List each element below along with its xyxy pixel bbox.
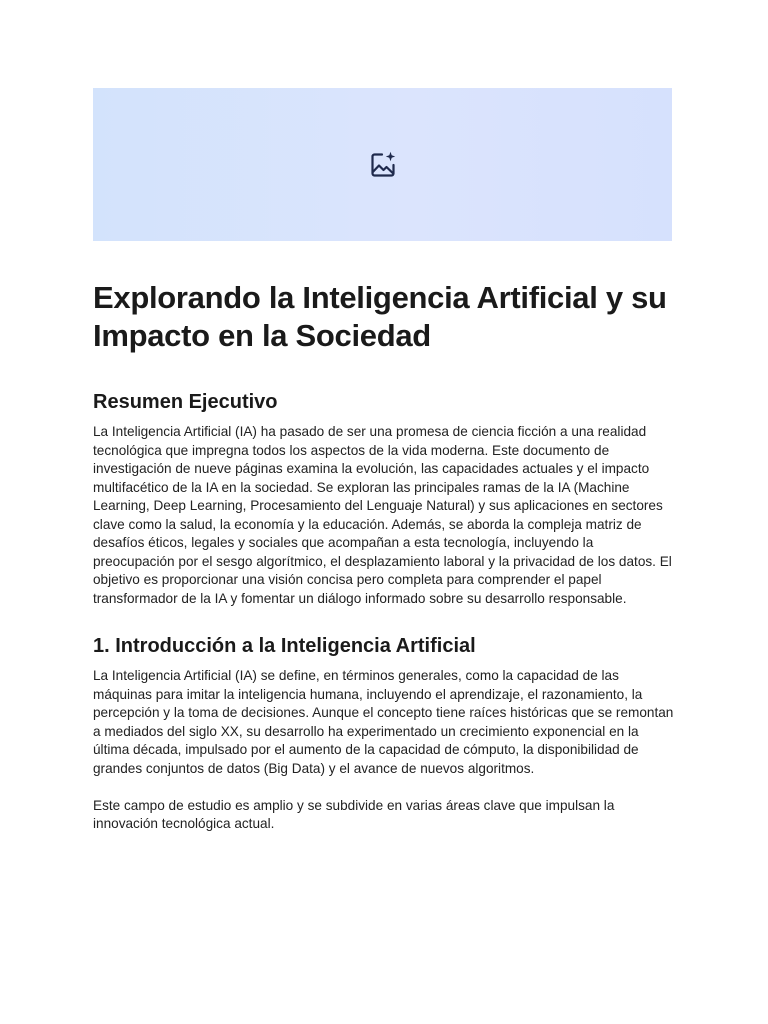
introduction-paragraph-2: Este campo de estudio es amplio y se subdivide en varias áreas clave que impulsan la innovación tecnológica actual.: [93, 797, 615, 831]
introduction-paragraph-1: La Inteligencia Artificial (IA) se define, en términos generales, como la capacidad de las máquinas para imitar la inteligencia humana, incluyendo el aprendizaje, el razonamiento, la percepción y la toma de decisiones. Aunque el concepto tiene raíces históricas que se remontan a mediados del siglo XX, su desarrollo ha experimentado un crecimiento exponencial en la última década, impulsado por el aumento de la capacidad de cómputo, la disponibilidad de grandes conjuntos de datos (Big Data) y el avance de nuevos algoritmos.: [93, 668, 674, 776]
hero-image-placeholder: [93, 88, 672, 241]
summary-paragraph: La Inteligencia Artificial (IA) ha pasado de ser una promesa de ciencia ficción a una realidad tecnológica que impregna todos los aspectos de la vida moderna. Este documento de investigación de nueve páginas examina la evolución, las capacidades actuales y el impacto multifacético de la IA en la sociedad. Se exploran las principales ramas de la IA (Machine Learning, Deep Learning, Procesamiento del Lenguaje Natural) y sus aplicaciones en sectores clave como la salud, la economía y la educación. Además, se aborda la compleja matriz de desafíos éticos, legales y sociales que acompañan a esta tecnología, incluyendo la preocupación por el sesgo algorítmico, el desplazamiento laboral y la privacidad de los datos. El objetivo es proporcionar una visión concisa pero completa para comprender el papel transformador de la IA y fomentar un diálogo informado sobre su desarrollo responsable.: [93, 424, 672, 606]
section-heading-introduction: 1. Introducción a la Inteligencia Artificial: [93, 635, 476, 657]
image-sparkle-icon: [368, 150, 398, 180]
document-title: Explorando la Inteligencia Artificial y su Impacto en la Sociedad: [93, 280, 667, 353]
section-heading-summary: Resumen Ejecutivo: [93, 391, 278, 413]
